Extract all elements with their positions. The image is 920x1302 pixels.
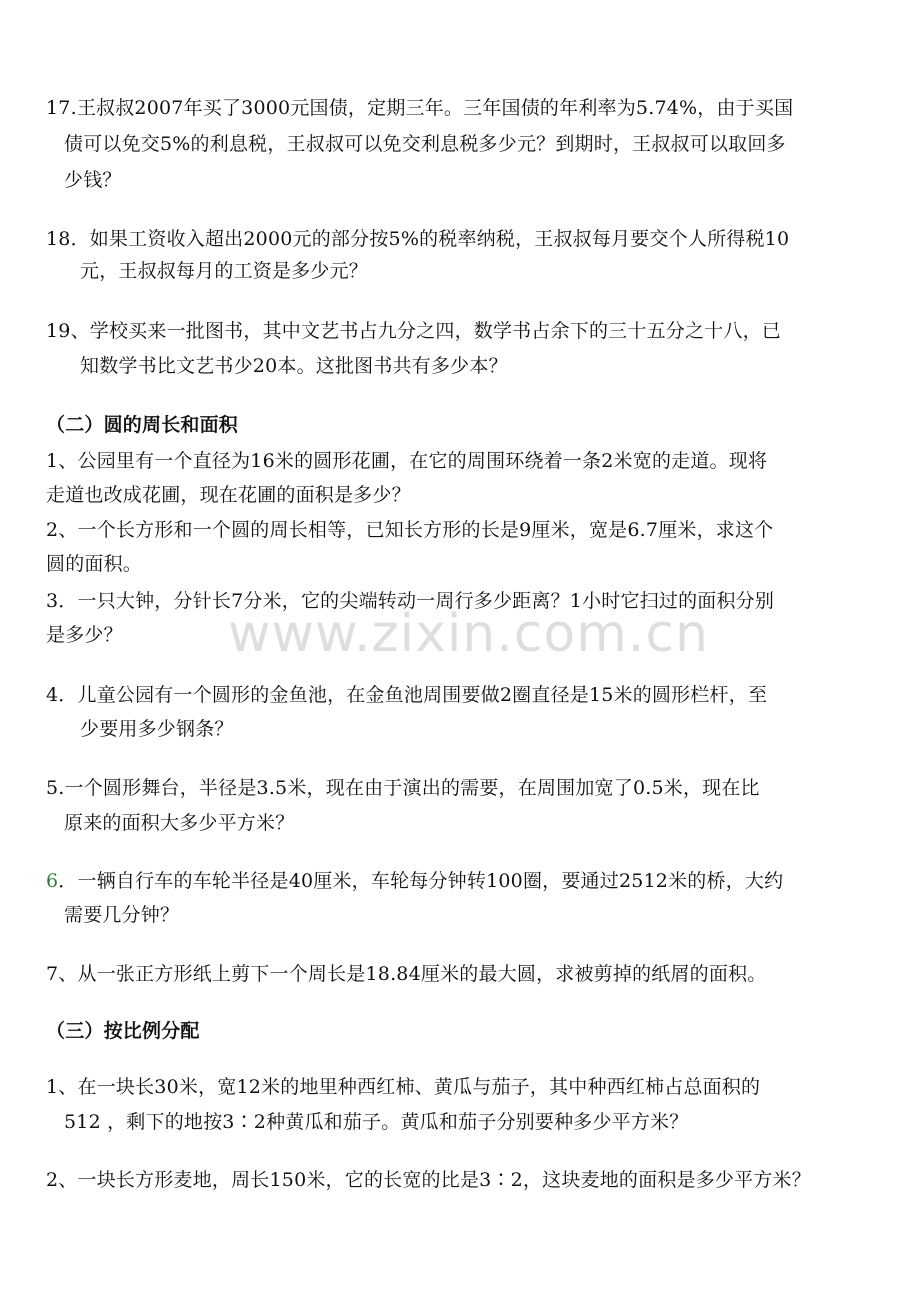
section-2-q6-number: 6 <box>46 870 59 892</box>
problem-18-line-1: 18．如果工资收入超出2000元的部分按5%的税率纳税，王叔叔每月要交个人所得税10 <box>46 228 790 250</box>
watermark: www.zixin.com.cn <box>228 604 709 664</box>
section-2-q1-line-2: 走道也改成花圃，现在花圃的面积是多少？ <box>46 484 411 506</box>
problem-19-line-2: 知数学书比文艺书少20本。这批图书共有多少本？ <box>80 355 508 377</box>
problem-18-line-2: 元，王叔叔每月的工资是多少元？ <box>80 260 369 282</box>
section-2-q6-line-1 <box>46 868 920 894</box>
section-2-q3-line-1: 3．一只大钟，分针长7分米，它的尖端转动一周行多少距离？1小时它扫过的面积分别 <box>46 590 775 612</box>
problem-17-line-1: 17.王叔叔2007年买了3000元国债，定期三年。三年国债的年利率为5.74%，由于买国 <box>46 97 794 119</box>
section-2-q4-line-2: 少要用多少钢条？ <box>80 718 234 740</box>
section-2-q6-line-2: 需要几分钟？ <box>64 904 180 926</box>
section-2-q2-line-1: 2、一个长方形和一个圆的周长相等，已知长方形的长是9厘米，宽是6.7厘米，求这个 <box>46 519 774 541</box>
section-2-q4-line-1: 4．儿童公园有一个圆形的金鱼池，在金鱼池周围要做2圈直径是15米的圆形栏杆，至 <box>46 684 768 706</box>
problem-17-line-2: 债可以免交5%的利息税，王叔叔可以免交利息税多少元？到期时，王叔叔可以取回多 <box>64 133 786 155</box>
section-2-q6-text: ．一辆自行车的车轮半径是40厘米，车轮每分钟转100圈，要通过2512米的桥，大约 <box>58 870 784 892</box>
section-2-q7-line-1: 7、从一张正方形纸上剪下一个周长是18.84厘米的最大圆，求被剪掉的纸屑的面积。 <box>46 963 767 985</box>
section-2-q2-line-2: 圆的面积。 <box>46 553 143 575</box>
section-3-title: （三）按比例分配 <box>46 1020 200 1042</box>
section-3-q1-line-2: 512 ，剩下的地按3∶2种黄瓜和茄子。黄瓜和茄子分别要种多少平方米？ <box>64 1111 689 1133</box>
section-3-q2-line-1: 2、一块长方形麦地，周长150米，它的长宽的比是3∶2，这块麦地的面积是多少平方米？ <box>46 1169 811 1191</box>
section-3-q1-line-1: 1、在一块长30米，宽12米的地里种西红柿、黄瓜与茄子，其中种西红柿占总面积的 <box>46 1076 761 1098</box>
section-2-title: （二）圆的周长和面积 <box>46 414 239 436</box>
problem-17-line-3: 少钱？ <box>64 169 122 191</box>
section-2-q5-line-2: 原来的面积大多少平方米？ <box>64 812 295 834</box>
section-2-q5-line-1: 5.一个圆形舞台，半径是3.5米，现在由于演出的需要，在周围加宽了0.5米，现在比 <box>46 777 760 799</box>
problem-19-line-1: 19、学校买来一批图书，其中文艺书占九分之四，数学书占余下的三十五分之十八，已 <box>46 320 781 342</box>
section-2-q1-line-1: 1、公园里有一个直径为16米的圆形花圃，在它的周围环绕着一条2米宽的走道。现将 <box>46 450 768 472</box>
section-2-q3-line-2: 是多少？ <box>46 624 123 646</box>
